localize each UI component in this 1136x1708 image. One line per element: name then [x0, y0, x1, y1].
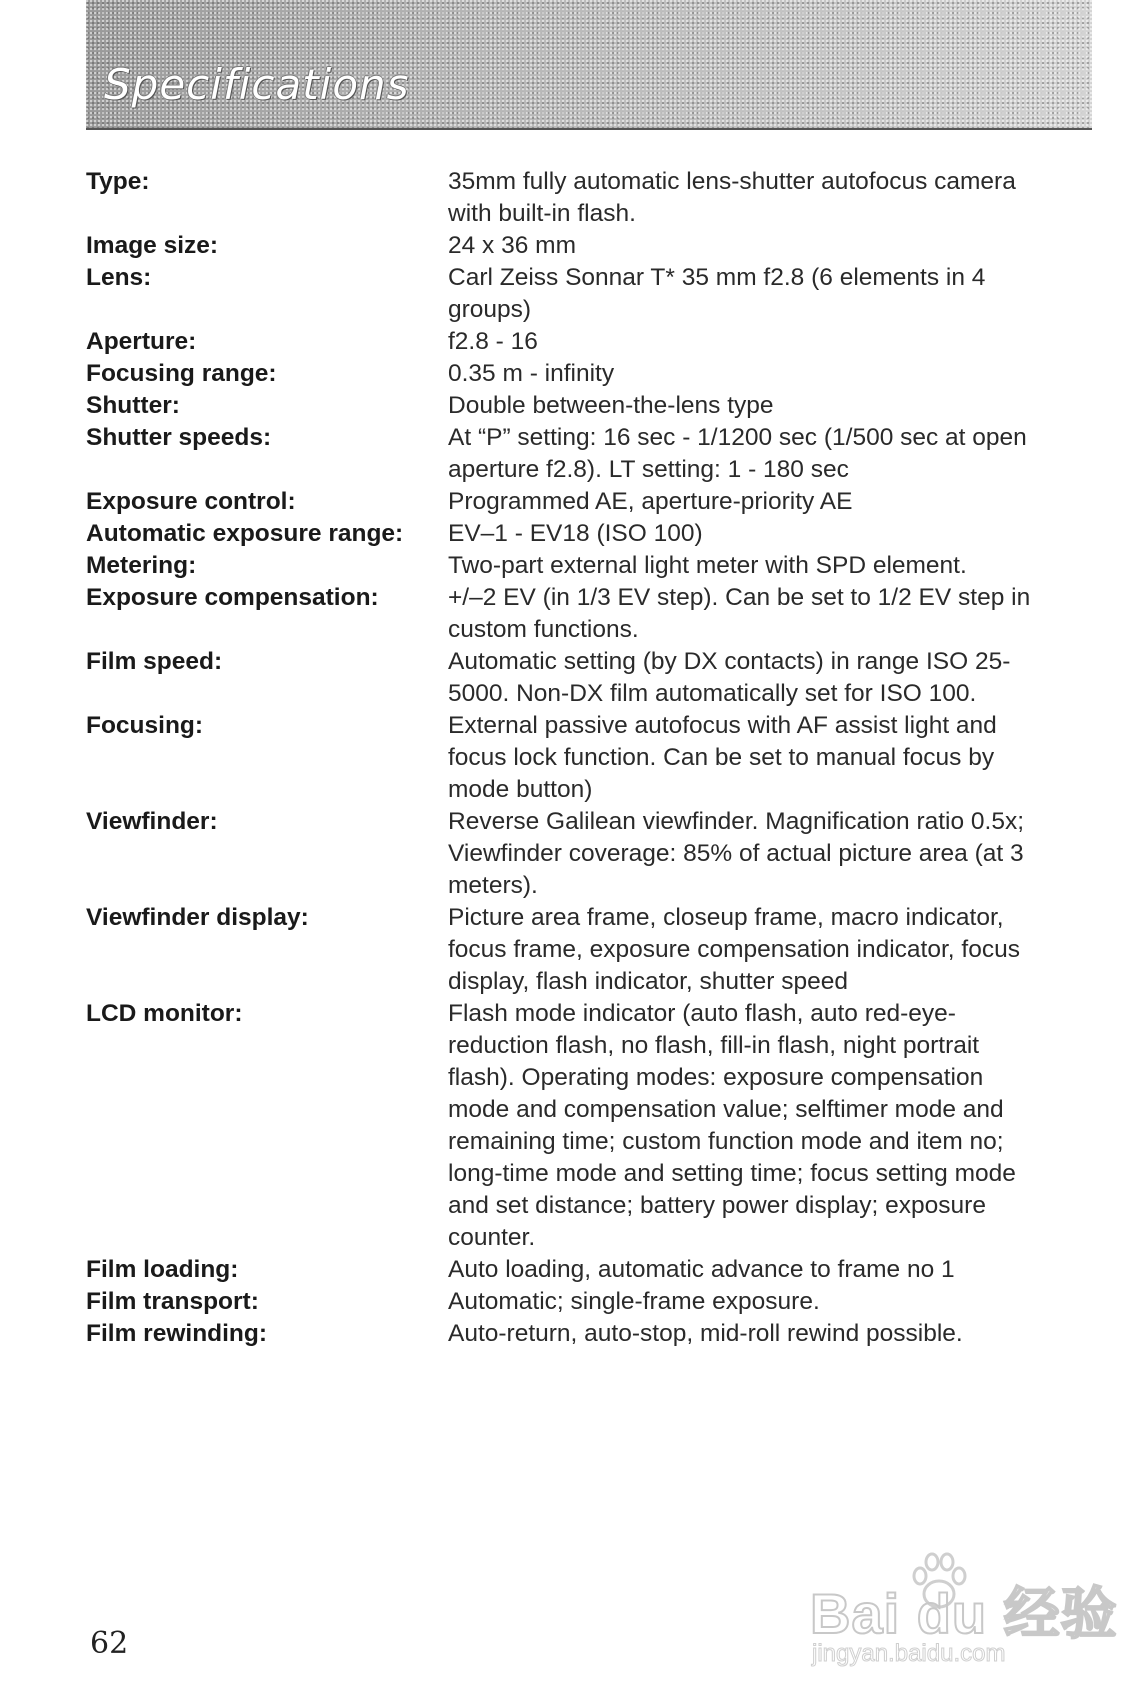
spec-value: Two-part external light meter with SPD element.: [448, 552, 967, 579]
spec-label: Type:: [86, 168, 150, 195]
spec-value: Programmed AE, aperture-priority AE: [448, 488, 853, 515]
spec-value: Auto-return, auto-stop, mid-roll rewind possible.: [448, 1320, 963, 1347]
spec-value: f2.8 - 16: [448, 328, 538, 355]
spec-label: Automatic exposure range:: [86, 520, 404, 547]
watermark-url: jingyan.baidu.com: [812, 1640, 1006, 1667]
spec-row-lens: [86, 262, 1046, 326]
spec-value: 35mm fully automatic lens-shutter autofocus camera with built-in flash.: [448, 168, 1016, 227]
spec-row-type: [86, 166, 1046, 230]
spec-value: External passive autofocus with AF assist light and focus lock function. Can be set to manual focus by mode button): [448, 712, 997, 803]
spec-value: Double between-the-lens type: [448, 392, 774, 419]
spec-label: Image size:: [86, 232, 219, 259]
spec-row-image-size: [86, 230, 1046, 262]
spec-value: 24 x 36 mm: [448, 232, 576, 259]
spec-value: Auto loading, automatic advance to frame no 1: [448, 1256, 955, 1283]
spec-value: Carl Zeiss Sonnar T* 35 mm f2.8 (6 elements in 4 groups): [448, 264, 986, 323]
spec-row-focusing: [86, 710, 1046, 806]
spec-row-viewfinder: [86, 806, 1046, 902]
watermark-brand: Bai du 经验: [810, 1582, 1118, 1645]
spec-row-exposure-control: [86, 486, 1046, 518]
page-title: Specifications: [104, 60, 410, 109]
spec-row-focusing-range: [86, 358, 1046, 390]
spec-row-metering: [86, 550, 1046, 582]
spec-value: +/–2 EV (in 1/3 EV step). Can be set to 1/2 EV step in custom functions.: [448, 584, 1031, 643]
spec-row-film-transport: [86, 1286, 1046, 1318]
spec-label: Exposure control:: [86, 488, 296, 515]
spec-label: LCD monitor:: [86, 1000, 243, 1027]
spec-value: 0.35 m - infinity: [448, 360, 615, 387]
spec-row-shutter-speeds: [86, 422, 1046, 486]
spec-label: Focusing:: [86, 712, 204, 739]
spec-value: Picture area frame, closeup frame, macro indicator, focus frame, exposure compensation indicator, focus display, flash indicator, shutter speed: [448, 904, 1020, 995]
spec-row-exposure-compensation: [86, 582, 1046, 646]
spec-label: Viewfinder:: [86, 808, 218, 835]
spec-value: Flash mode indicator (auto flash, auto red-eye-reduction flash, no flash, fill-in flash, night portrait flash). Operating modes: exposure compensation mode and compensation value; selftimer mode and remaining time; custom function mode and item no; long-time mode and setting time; focus setting mode and set distance; battery power display; exposure counter.: [448, 1000, 1016, 1251]
spec-label: Focusing range:: [86, 360, 277, 387]
spec-row-aperture: [86, 326, 1046, 358]
spec-label: Viewfinder display:: [86, 904, 309, 931]
spec-label: Metering:: [86, 552, 197, 579]
spec-row-shutter: [86, 390, 1046, 422]
spec-row-film-rewinding: [86, 1318, 1046, 1350]
spec-value: At “P” setting: 16 sec - 1/1200 sec (1/500 sec at open aperture f2.8). LT setting: 1 - 180 sec: [448, 424, 1027, 483]
spec-row-film-loading: [86, 1254, 1046, 1286]
spec-row-automatic-exposure-range: [86, 518, 1046, 550]
spec-label: Lens:: [86, 264, 152, 291]
spec-value: EV–1 - EV18 (ISO 100): [448, 520, 703, 547]
spec-label: Film loading:: [86, 1256, 239, 1283]
spec-list: [86, 166, 1046, 1350]
spec-label: Exposure compensation:: [86, 584, 379, 611]
spec-label: Shutter:: [86, 392, 180, 419]
spec-row-lcd-monitor: [86, 998, 1046, 1254]
spec-label: Film speed:: [86, 648, 223, 675]
spec-label: Shutter speeds:: [86, 424, 272, 451]
page-number: 62: [90, 1626, 129, 1661]
spec-row-film-speed: [86, 646, 1046, 710]
spec-value: Automatic setting (by DX contacts) in range ISO 25-5000. Non-DX film automatically set for ISO 100.: [448, 648, 1011, 707]
spec-value: Reverse Galilean viewfinder. Magnification ratio 0.5x; Viewfinder coverage: 85% of actual picture area (at 3 meters).: [448, 808, 1025, 899]
spec-row-viewfinder-display: [86, 902, 1046, 998]
spec-label: Aperture:: [86, 328, 197, 355]
spec-label: Film transport:: [86, 1288, 259, 1315]
spec-label: Film rewinding:: [86, 1320, 268, 1347]
spec-value: Automatic; single-frame exposure.: [448, 1288, 820, 1315]
